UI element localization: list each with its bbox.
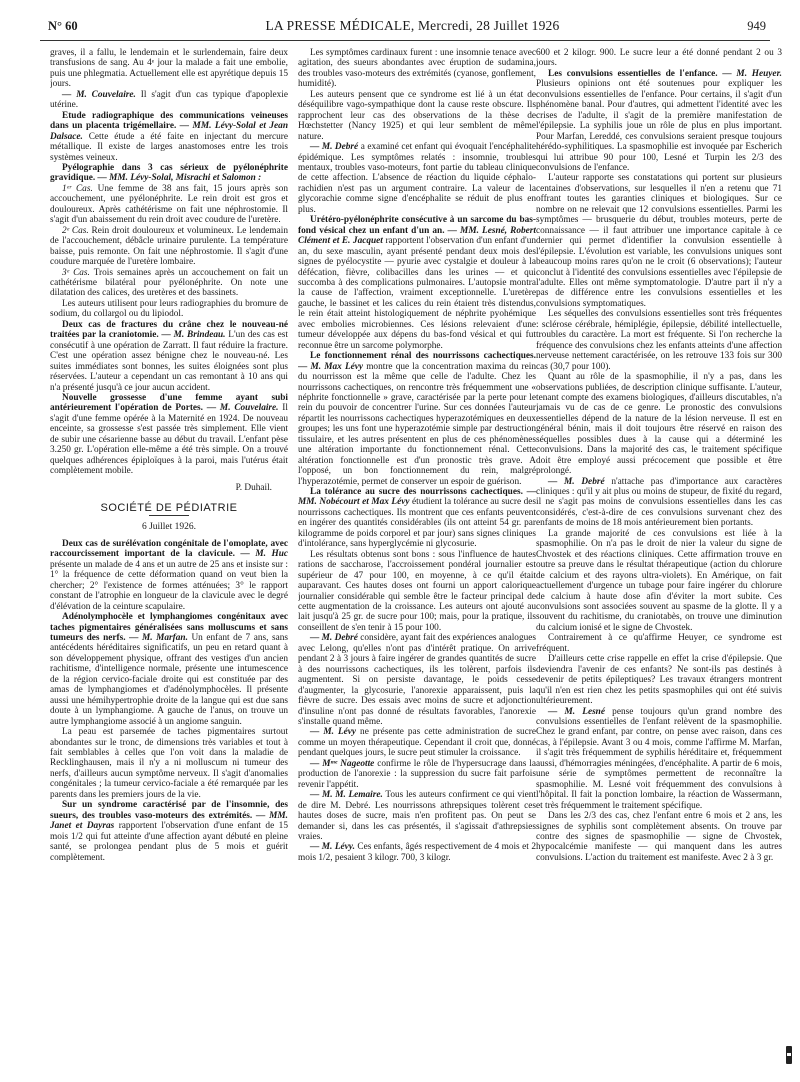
paragraph: — M. Lesné pense toujours qu'un grand nombre des convulsions essentielles de l'enfant relèvent de la spasmophilie. Chez le grand enfant, par contre, on pense avec raison, dans ces cas, à l'épilepsie. Avant 3 ou 4 mois, comme l'affirme M. Marfan, il s'agit très fréquemment de syphilis héréditaire et, fréquemment aussi, d'hémorragies méningées, d'encéphalite. A partir de 6 mois, une série de symptômes permettent de reconnaître la spasmophilie. M. Lesné voit fréquemment des convulsions à l'hôpital. Il fait la ponction lombaire, la réaction de Wassermann, et très fréquemment le traitement spécifique. bbox=[536, 706, 782, 811]
section-tolerance-sucre: La tolérance au sucre des nourrissons cachectiques. — MM. Nobécourt et Max Lévy étudient la tolérance au sucre des nourrissons cachectiques. Ils montrent que ces enfants peuvent en ingérer des quantités considérables (ils ont atteint 54 gr. par kilogramme de poids corporel et par jour) sans signes cliniques d'intolérance, sans hyperglycémie ni glycosurie. bbox=[298, 487, 536, 550]
society-rule bbox=[149, 515, 189, 516]
paragraph: D'ailleurs cette crise rappelle en effet la crise d'épilepsie. Que deviendra l'avenir de ces enfants? Ne sont-ils pas destinés à devenir de petits épileptiques? Les travaux étrangers montrent qu'il n'en est rien chez les petits spasmophiles qui ont été suivis ultérieurement. bbox=[536, 654, 782, 707]
section-omoplate: Deux cas de surélévation congénitale de l'omoplate, avec raccourcissement important de la clavicule. — M. Huc présente un malade de 4 ans et un autre de 25 ans et insiste sur : 1° la fréquence de cette déformation quand on veut bien la chercher; 2° l'existence de formes atténuées; 3° le rapport constant de l'atrophie en longueur de la clavicule avec le degré d'élévation de la ceinture scapulaire. bbox=[50, 538, 288, 612]
paragraph: — M. Debré n'attache pas d'importance aux caractères cliniques : qu'il y ait plus ou moins de stupeur, de fixité du regard, il ne s'agit pas moins de convulsions essentielles dans les cas considérés, c'est-à-dire de ces convulsions survenant chez des enfants de moins de 18 mois antérieurement bien portants. bbox=[536, 476, 782, 529]
paragraph: 1ᵉʳ Cas. Une femme de 38 ans fait, 15 jours après son accouchement, une pyélonéphrite. Le rein droit est gros et douloureux. Après cathétérisme on fait une néphrostomie. Il s'agit d'un abaissement du rein droit avec coudure de l'uretère. bbox=[50, 183, 288, 226]
paragraph: Contrairement à ce qu'affirme Heuyer, ce syndrome est fréquent. bbox=[536, 633, 782, 654]
paragraph: — Mᵐᵉ Nageotte confirme le rôle de l'hypersucrage dans la production de l'anorexie : la suppression du sucre fait parfois revenir l'appétit. bbox=[298, 758, 536, 790]
paragraph: 2ᵉ Cas. Rein droit douloureux et volumineux. Le lendemain de l'accouchement, débâcle urinaire purulente. La température baisse, puis remonte. On fait une néphrostomie. Il s'agit d'une coudure marquée de l'uretère lombaire. bbox=[50, 225, 288, 268]
scroll-marker-icon bbox=[786, 1046, 792, 1064]
section-pyelographie: Pyélographie dans 3 cas sérieux de pyélonéphrite gravidique. — MM. Lévy-Solal, Misrachi et Salomon : bbox=[50, 162, 288, 184]
paragraph: Quant au rôle de la spasmophilie, il n'y a pas, dans les observations publiées, de description clinique suffisante. L'auteur, tenant compte des examens biologiques, d'ailleurs discutables, n'a jamais vu de cas de ce genre. Le pronostic des convulsions essentielles dépend de la nature de la lésion nerveuse. Il est en général bénin, mais il doit toujours être réservé en raison des séquelles possibles dues à la cause qui a déterminé les convulsions. Dans la majorité des cas, le traitement spécifique doit être employé aussi précocement que possible et être prolongé. bbox=[536, 372, 782, 477]
column-middle bbox=[298, 48, 536, 1078]
paragraph: — M. Couvelaire. Il s'agit d'un cas typique d'apoplexie utérine. bbox=[50, 89, 288, 111]
paragraph: — M. M. Lemaire. Tous les auteurs confirment ce qui vient de dire M. Debré. Les nourrissons athrepsiques tolèrent ces hautes doses de sucre, mais n'en profitent pas. On peut se demander si, dans les cas présentés, il s'agissait d'athrepsies vraies. bbox=[298, 790, 536, 842]
paragraph: La grande majorité de ces convulsions est liée à la spasmophilie. On n'a pas le droit de nier la valeur du signe de Chvostek et des réactions cliniques. Cette affirmation trouve en outre sa preuve dans le résultat thérapeutique (action du chlorure de calcium et des rayons ultra-violets). En Amérique, on fait actuellement d'urgence un tubage pour faire ingérer du chlorure de calcium à haute dose afin d'éviter la mort subite. Ces convulsions sont associées souvent au spasme de la glotte. Il y a souvent du rachitisme, du craniotabès, on trouve une diminution du calcium ionisé et le signe de Chvostek. bbox=[536, 528, 782, 633]
section-fractures-crane: Deux cas de fractures du crâne chez le nouveau-né traitées par la craniotomie. — M. Brindeau. L'un des cas est consécutif à une opération de Zarratt. Il faut réduire la fracture. C'est une opération assez bénigne chez le nouveau-né. Les suites immédiates sont bonnes, les suites éloignées sont plus réservées. L'auteur a cependant un cas remontant à 10 ans qui n'a présenté jusqu'à ce jour aucun accident. bbox=[50, 319, 288, 393]
paragraph: graves, il a fallu, le lendemain et le surlendemain, faire deux transfusions de sang. Au 4ᵉ jour la malade a fait une embolie, puis une phlegmatia. Actuellement elle est apyrétique depuis 15 jours. bbox=[50, 48, 288, 90]
paragraph: — M. Lévy. Ces enfants, âgés respectivement de 4 mois et 2 mois 1/2, pesaient 3 kilogr. 700, 3 kilogr. bbox=[298, 842, 536, 863]
column-left bbox=[50, 48, 288, 1078]
section-ureteropyelonephrite: Urétéro-pyélonéphrite consécutive à un sarcome du bas-fond vésical chez un enfant d'un an. — MM. Lesné, Robert Clément et E. Jacquet rapportent l'observation d'un enfant d'un an, du sexe masculin, ayant présenté pendant deux mois des signes de pyélocystite — pyurie avec cystalgie et douleur à la défécation, fièvre, colibacilles dans les urines — et qui succomba à des complications pulmonaires. L'autopsie montra la cause de l'affection, vraiment exceptionnelle. L'uretère gauche, le bassinet et les calices du rein étaient très distendus, le rein était atteint histologiquement de néphrite pyohémique avec embolies microbiennes. Ces lésions relevaient d'une tumeur développée aux dépens du bas-fond vésical et qui fut reconnue être un sarcome polymorphe. bbox=[298, 215, 536, 351]
paragraph: Dans les 2/3 des cas, chez l'enfant entre 6 mois et 2 ans, les signes de syphilis sont complètement absents. On trouve par contre des signes de spasmophilie — signe de Chvostek, hypocalcémie manifeste — qui manquent dans les autres convulsions. L'action du traitement est manifeste. Avec 2 à 3 gr. bbox=[536, 811, 782, 863]
paragraph: 3ᵉ Cas. Trois semaines après un accouchement on fait un cathétérisme bilatéral pour pyélonéphrite. On note une dilatation des calices, des uretères et des bassinets. bbox=[50, 267, 288, 299]
section-syndrome-insomnie: Sur un syndrome caractérisé par de l'insomnie, des sueurs, des troubles vaso-moteurs des extrémités. — MM. Janet et Dayras rapportent l'observation d'une enfant de 15 mois 1/2 qui fut atteinte d'une affection ayant débuté en pleine santé, se prolongea pendant plus de 5 mois et guérit complètement. bbox=[50, 800, 288, 863]
page-number-left: N° 60 bbox=[48, 19, 78, 33]
page-number-right: 949 bbox=[747, 19, 766, 33]
section-adenolymphocele: Adénolymphocèle et lymphangiomes congénitaux avec taches pigmentaires généralisées sans molluscums et sans tumeurs des nerfs. — M. Marfan. Un enfant de 7 ans, sans antécédents héréditaires significatifs, un peu en retard quant à son développement physique, offrant des vestiges d'un ancien rachitisme, d'intelligence normale, présente une intumescence de la région cervico-faciale droite qui est constituée par des amas de lymphangiomes et d'adénolymphocèles. Il présente aussi une hémihypertrophie droite de la langue qui est due sans doute à un lymphangiome. A gauche de l'anus, on trouve un autre lymphangiome associé à un angiome sanguin. bbox=[50, 612, 288, 727]
paragraph: Les symptômes cardinaux furent : une insomnie tenace avec agitation, des sueurs abondantes avec éruption de sudamina, des troubles vaso-moteurs des extrémités (cyanose, gonflement, humidité). bbox=[298, 48, 536, 90]
paragraph: Les auteurs pensent que ce syndrome est lié à un état de déséquilibre vago-sympathique dont la cause reste obscure. Ils rapprochent leur cas des observations de la thèse de Hœchstetter (Nancy 1925) et qui leur semblent de même nature. bbox=[298, 89, 536, 142]
paragraph: — M. Debré a examiné cet enfant qui évoquait l'encéphalite épidémique. Les symptômes relatés : insomnie, troubles mentaux, troubles vaso-moteurs, font partie du tableau clinique de cette affection. L'absence de réaction du liquide céphalo-rachidien n'est pas un argument contraire. La valeur de la glycorachie comme signe d'encéphalite se réduit de plus en plus. bbox=[298, 142, 536, 215]
section-convulsions-essentielles: Les convulsions essentielles de l'enfance. — M. Heuyer. Plusieurs opinions ont été soutenues pour expliquer les convulsions essentielles de l'enfance. Pour certains, il s'agit d'un phénomène banal. Pour d'autres, qui admettent l'identité avec les crises de l'adulte, il s'agit de la première manifestation de l'épilepsie. La syphilis joue un rôle de plus en plus important. Pour Marfan, Lereddé, ces convulsions seraient presque toujours hérédo-syphilitiques. La spasmophilie est invoquée par Escherich qui lui attribue 90 pour 100, Lesné et Turpin les 2/3 des convulsions de l'enfance. bbox=[536, 68, 782, 173]
paragraph: Les auteurs utilisent pour leurs radiographies du bromure de sodium, du collargol ou du lipiodol. bbox=[50, 298, 288, 320]
society-title: SOCIÉTÉ DE PÉDIATRIE bbox=[100, 502, 238, 515]
header-rule bbox=[40, 40, 770, 41]
section-nouvelle-grossesse: Nouvelle grossesse d'une femme ayant subi antérieurement l'opération de Portes. — M. Couvelaire. Il s'agit d'une femme opérée à la Maternité en 1924. De nouveau enceinte, sa grossesse s'est passée très simplement. Elle vient de subir une césarienne basse au début du travail. L'enfant pèse 3.250 gr. L'opération elle-même a été très simple. On a trouvé quelques adhérences épiploïques à la paroi, mais l'utérus était complètement mobile. bbox=[50, 392, 288, 477]
paragraph: La peau est parsemée de taches pigmentaires surtout abondantes sur le tronc, de dimensions très variables et tout à fait semblables à celles que l'on voit dans la maladie de Recklinghausen, mais il n'y a ni molluscum ni tumeur des nerfs, d'ailleurs aucun symptôme nerveux. Il s'agit d'anomalies congénitales ; la tumeur cervico-faciale a été remarquée par les parents dans les premiers jours de la vie. bbox=[50, 727, 288, 800]
page-header bbox=[48, 18, 766, 38]
paragraph: — M. Debré considère, ayant fait des expériences analogues avec Lelong, qu'elles n'ont pas d'intérêt pratique. On arrive pendant 2 à 3 jours à faire ingérer de grandes quantités de sucre à des nourrissons cachectiques, ils les tolèrent, parfois ils augmentent. Si on persiste davantage, le poids cesse d'augmenter, la glycosurie, l'anorexie apparaissent, puis la fièvre de sucre. Des essais avec moins de sucre et adjonction d'insuline n'ont pas donné de résultats favorables, l'anorexie s'installe quand même. bbox=[298, 633, 536, 727]
paragraph: 600 et 2 kilogr. 900. Le sucre leur a été donné pendant 2 ou 3 jours. bbox=[536, 48, 782, 69]
paragraph: Les résultats obtenus sont bons : sous l'influence de hautes rations de saccharose, l'accroissement pondéral journalier est supérieur de 47 pour 100, en moyenne, à ce qu'il était auparavant. Ces hautes doses ont fourni un apport calorique journalier considérable qui semble être le facteur principal de cette augmentation de la croissance. Les auteurs ont ajouté au lait jusqu'à 25 gr. de sucre pour 100; mais, pour la pratique, ils conseillent de s'en tenir à 15 pour 100. bbox=[298, 549, 536, 633]
section-fonctionnement-renal: Le fonctionnement rénal des nourrissons cachectiques. — M. Max Lévy montre que la concentration maxima du rein du nourrisson est la même que celle de l'adulte. Chez les nourrissons cachectiques, on rencontre très fréquemment une « néphrite fonctionnelle » grave, caractérisée par la perte pour le rein du pouvoir de concentrer l'urine. Sur ces données l'auteur répartit les nourrissons cachectiques hyperazotémiques en deux groupes; les uns font une hyperazotémie simple par destruction tissulaire, et les autres présentent en plus de ces phénomènes une altération importante du fonctionnement rénal. Cette altération fonctionnelle est d'un pronostic très grave. A l'opposé, un bon fonctionnement du rein, malgré l'hyperazotémie, permet de conserver un espoir de guérison. bbox=[298, 351, 536, 487]
paragraph: — M. Lévy ne présente pas cette administration de sucre comme un moyen thérapeutique. Cependant il croit que, donné pendant quelques jours, le sucre peut stimuler la croissance. bbox=[298, 727, 536, 759]
section-etude-radiographique: Etude radiographique des communications veineuses dans un placenta trigémellaire. — MM. Lévy-Solal et Jean Dalsace. Cette étude a été faite en injectant du mercure métallique. Il existe de larges anastomoses entre les trois systèmes veineux. bbox=[50, 110, 288, 163]
column-right bbox=[536, 48, 782, 1078]
paragraph: L'auteur rapporte ses constatations qui portent sur plusieurs centaines d'observations, sur lesquelles il n'en a retenu que 71 offrant toutes les garanties cliniques et biologiques. Sur ce nombre on ne relevait que 12 convulsions essentielles. Parmi les symptômes — brusquerie du début, troubles moteurs, perte de connaissance — il faut attribuer une importance capitale à ce dernier qui permet d'identifier la convulsion essentielle à l'épilepsie. L'évolution est variable, les convulsions uniques sont beaucoup moins rares qu'on ne le croit (6 observations); l'auteur conclut à l'identité des convulsions essentielles avec l'épilepsie de l'adulte. Elles ont même symptomatologie. D'autre part il n'y a pas de différence entre les convulsions essentielles et les convulsions symptomatiques. bbox=[536, 173, 782, 309]
journal-title: LA PRESSE MÉDICALE, Mercredi, 28 Juillet 1926 bbox=[265, 18, 560, 33]
society-date: 6 Juillet 1926. bbox=[141, 522, 197, 533]
signature: P. Duhail. bbox=[235, 482, 272, 493]
paragraph: Les séquelles des convulsions essentielles sont très fréquentes : sclérose cérébrale, hémiplégie, épilepsie, débilité intellectuelle, troubles du caractère. La mort est fréquente. Si l'on recherche la fréquence des convulsions chez les enfants atteints d'une affection nerveuse nettement caractérisée, on les retrouve 133 fois sur 300 cas (30,7 pour 100). bbox=[536, 309, 782, 372]
